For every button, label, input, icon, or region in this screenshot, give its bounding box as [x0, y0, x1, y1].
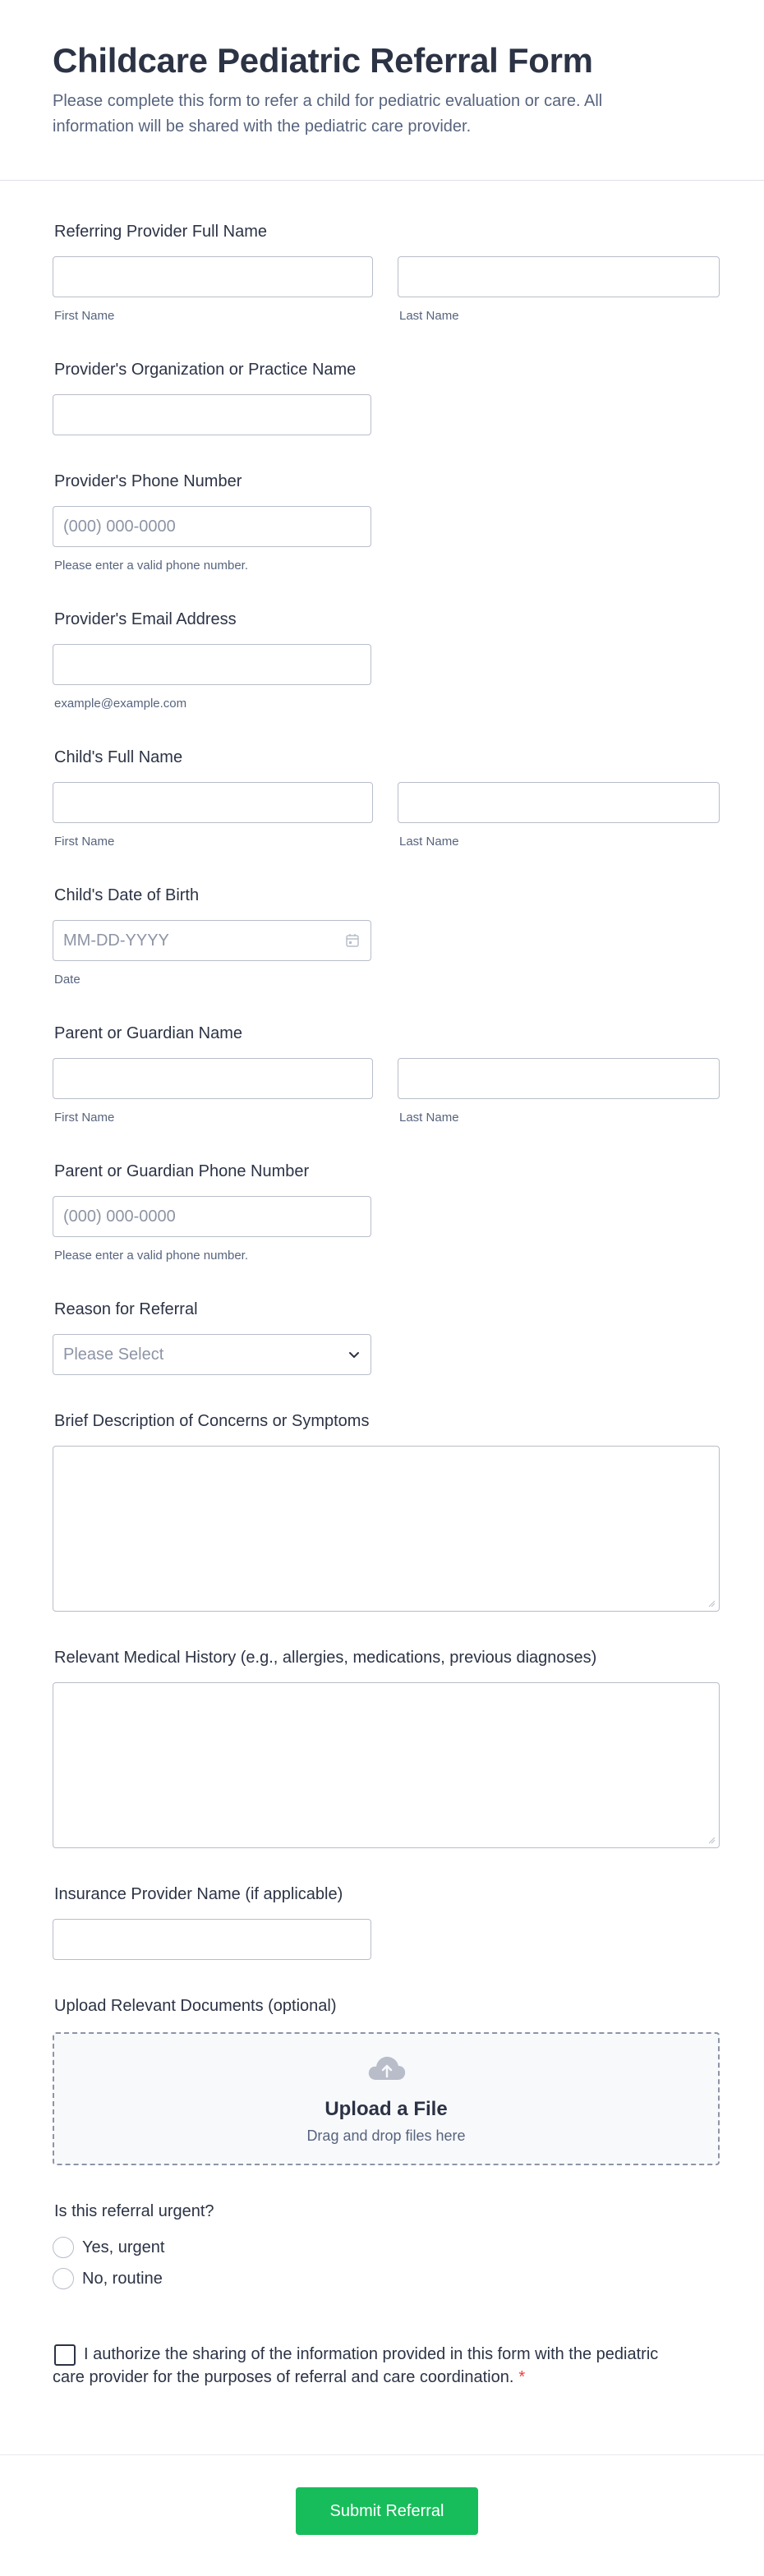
- reason-selected-value: Please Select: [63, 1345, 164, 1364]
- guardian-phone-label: Parent or Guardian Phone Number: [54, 1162, 310, 1180]
- insurance-input[interactable]: [53, 1919, 371, 1960]
- provider-phone-label: Provider's Phone Number: [54, 472, 242, 490]
- calendar-icon[interactable]: [344, 932, 361, 949]
- footer-divider: [0, 2454, 764, 2455]
- provider-email-input[interactable]: [53, 644, 371, 685]
- upload-label: Upload Relevant Documents (optional): [54, 1997, 337, 2015]
- referring-provider-first-name-input[interactable]: [53, 256, 373, 297]
- referring-provider-label: Referring Provider Full Name: [54, 223, 267, 241]
- concerns-textarea[interactable]: [53, 1446, 720, 1612]
- reason-label: Reason for Referral: [54, 1300, 198, 1318]
- organization-input[interactable]: [53, 394, 371, 435]
- consent-text: [53, 2343, 660, 2389]
- child-dob-input[interactable]: [53, 920, 371, 961]
- provider-phone-sublabel: Please enter a valid phone number.: [54, 559, 248, 573]
- child-dob-label: Child's Date of Birth: [54, 886, 200, 904]
- resize-grip-icon[interactable]: [707, 1836, 716, 1844]
- radio-label: No, routine: [82, 2269, 163, 2288]
- guardian-first-name-input[interactable]: [53, 1058, 373, 1099]
- radio-option-yes-urgent[interactable]: [53, 2236, 164, 2259]
- medical-history-textarea[interactable]: [53, 1682, 720, 1848]
- file-upload-dropzone[interactable]: [53, 2032, 720, 2165]
- radio-label: Yes, urgent: [82, 2238, 165, 2256]
- child-last-sublabel: Last Name: [399, 835, 459, 849]
- required-star: *: [518, 2368, 526, 2386]
- reason-select[interactable]: [53, 1334, 371, 1375]
- medical-history-label: Relevant Medical History (e.g., allergies, medications, previous diagnoses): [54, 1649, 597, 1667]
- referring-provider-first-sublabel: First Name: [54, 309, 115, 323]
- child-first-name-input[interactable]: [53, 782, 373, 823]
- guardian-phone-sublabel: Please enter a valid phone number.: [54, 1249, 248, 1263]
- child-last-name-input[interactable]: [398, 782, 720, 823]
- guardian-name-label: Parent or Guardian Name: [54, 1024, 243, 1042]
- resize-grip-icon[interactable]: [707, 1599, 716, 1608]
- child-dob-placeholder: MM-DD-YYYY: [63, 931, 169, 950]
- child-dob-sublabel: Date: [54, 973, 81, 987]
- urgent-label: Is this referral urgent?: [54, 2202, 214, 2220]
- provider-phone-input[interactable]: (000) 000-0000: [53, 506, 371, 547]
- radio-option-no-routine[interactable]: [53, 2267, 163, 2290]
- guardian-last-sublabel: Last Name: [399, 1111, 459, 1125]
- consent-label: I authorize the sharing of the information provided in this form with the pediatric care provider for the purposes of referral and care coordination.: [53, 2345, 659, 2386]
- upload-subtitle: Drag and drop files here: [306, 2128, 466, 2144]
- form-header: [0, 0, 764, 181]
- child-first-sublabel: First Name: [54, 835, 115, 849]
- concerns-label: Brief Description of Concerns or Symptoms: [54, 1412, 370, 1430]
- upload-title: Upload a File: [324, 2098, 448, 2120]
- guardian-last-name-input[interactable]: [398, 1058, 720, 1099]
- form-subtitle: Please complete this form to refer a child for pediatric evaluation or care. All information will be shared with the pediatric care provider.: [53, 92, 603, 136]
- referring-provider-last-name-input[interactable]: [398, 256, 720, 297]
- submit-referral-button[interactable]: Submit Referral: [296, 2487, 478, 2535]
- insurance-label: Insurance Provider Name (if applicable): [54, 1885, 343, 1903]
- guardian-phone-input[interactable]: (000) 000-0000: [53, 1196, 371, 1237]
- guardian-first-sublabel: First Name: [54, 1111, 115, 1125]
- organization-label: Provider's Organization or Practice Name: [54, 361, 357, 379]
- provider-email-label: Provider's Email Address: [54, 610, 237, 628]
- radio-button[interactable]: [53, 2268, 74, 2289]
- radio-button[interactable]: [53, 2237, 74, 2258]
- form-title: Childcare Pediatric Referral Form: [53, 41, 593, 80]
- referring-provider-last-sublabel: Last Name: [399, 309, 459, 323]
- provider-email-sublabel: example@example.com: [54, 697, 187, 711]
- chevron-down-icon: [347, 1348, 361, 1361]
- cloud-upload-icon: [366, 2052, 407, 2085]
- child-name-label: Child's Full Name: [54, 748, 183, 766]
